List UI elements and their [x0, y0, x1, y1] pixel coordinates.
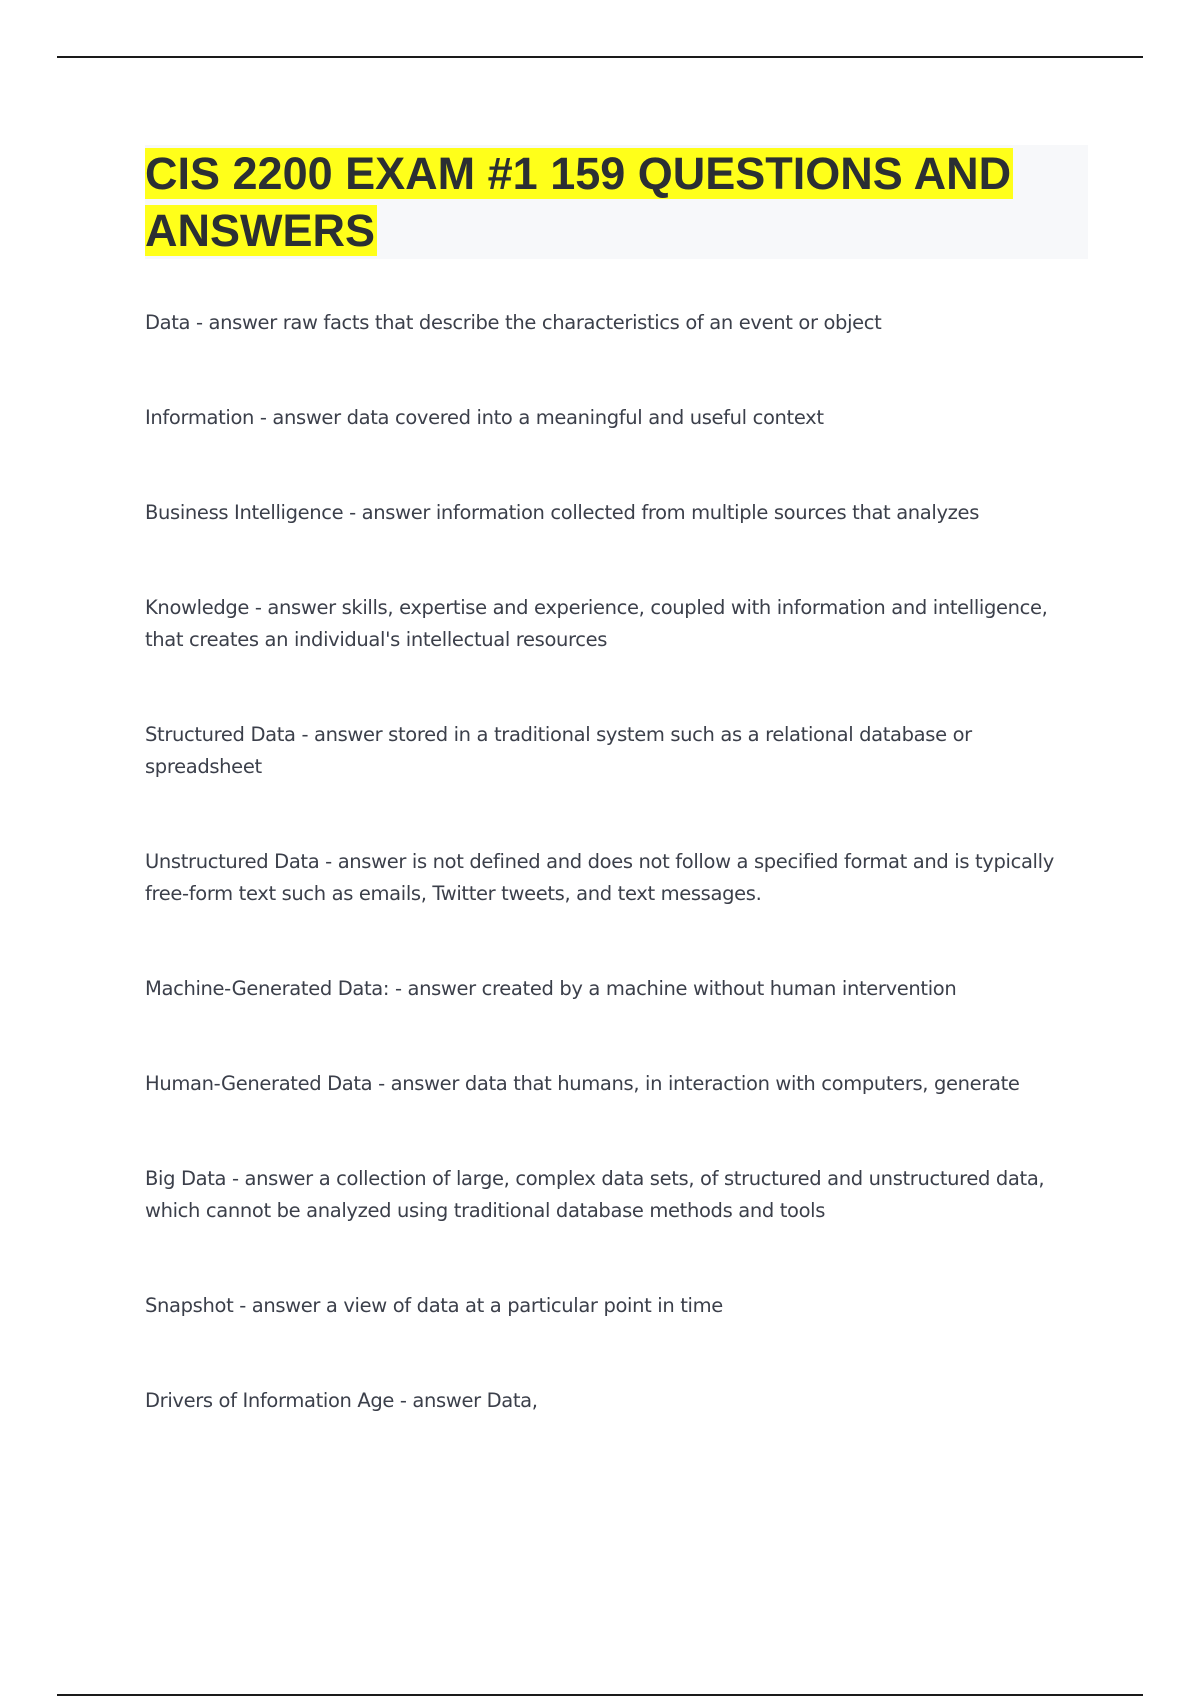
qa-entry-data: Data - answer raw facts that describe the characteristics of an event or object	[145, 311, 882, 334]
top-rule	[57, 56, 1143, 58]
qa-entry-structured-data: Structured Data - answer stored in a traditional system such as a relational database or spreadsheet	[145, 723, 972, 778]
qa-entry-knowledge: Knowledge - answer skills, expertise and experience, coupled with information and intelligence, that creates an individual's intellectual resources	[145, 596, 1048, 651]
qa-entry-snapshot: Snapshot - answer a view of data at a particular point in time	[145, 1294, 723, 1317]
title-block	[145, 145, 1088, 259]
qa-entry-human-generated-data: Human-Generated Data - answer data that humans, in interaction with computers, generate	[145, 1072, 1020, 1095]
qa-entry-business-intelligence: Business Intelligence - answer information collected from multiple sources that analyzes	[145, 501, 979, 524]
qa-list	[145, 307, 1090, 1417]
qa-entry-machine-generated-data: Machine-Generated Data: - answer created by a machine without human intervention	[145, 977, 957, 1000]
bottom-rule	[57, 1694, 1143, 1696]
qa-entry-big-data: Big Data - answer a collection of large, complex data sets, of structured and unstructured data, which cannot be analyzed using traditional database methods and tools	[145, 1167, 1045, 1222]
title-highlight: CIS 2200 EXAM #1 159 QUESTIONS AND ANSWERS	[145, 148, 1012, 256]
document-body	[145, 145, 1090, 1480]
qa-entry-drivers-of-information-age: Drivers of Information Age - answer Data,	[145, 1389, 538, 1412]
document-title	[145, 145, 1088, 259]
qa-entry-information: Information - answer data covered into a meaningful and useful context	[145, 406, 824, 429]
qa-entry-unstructured-data: Unstructured Data - answer is not defined and does not follow a specified format and is typically free-form text such as emails, Twitter tweets, and text messages.	[145, 850, 1054, 905]
